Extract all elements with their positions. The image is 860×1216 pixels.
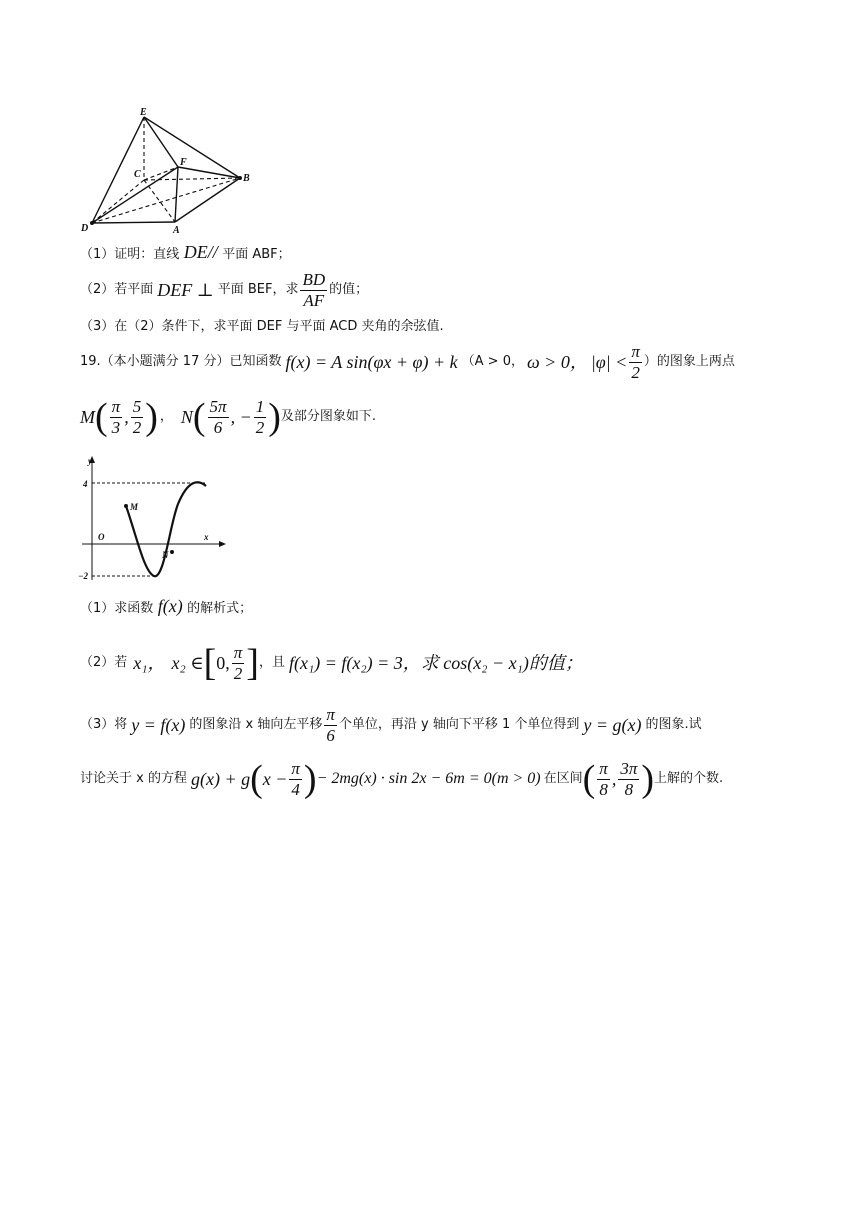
q19-p3-suffix: 的图象.试: [645, 717, 702, 732]
frac-den: 8: [599, 779, 608, 799]
q19-p2-mid: ，且: [258, 655, 285, 670]
frac-den: 2: [132, 417, 142, 437]
m-x-frac: [110, 397, 123, 438]
q18-p1-math: DE//: [183, 242, 218, 262]
frac-den: AF: [303, 290, 325, 310]
paren-open: (: [192, 396, 206, 438]
frac-num: π: [599, 758, 608, 778]
q19-p3-mid2: 个单位，再沿 y 轴向下平移 1 个单位得到: [338, 717, 580, 732]
inner-frac: [289, 759, 302, 800]
sine-graph: [78, 454, 228, 584]
q19-p3b-prefix: 讨论关于 x 的方程: [80, 771, 187, 786]
q19-p2-x1: x₁，: [133, 653, 166, 673]
q19-p3-y: y = f(x): [131, 715, 186, 735]
q18-p2-prefix: （2）若平面: [80, 282, 154, 297]
q19-p3-g: y = g(x): [583, 715, 642, 735]
m-y-frac: [131, 397, 144, 438]
curve: [126, 482, 206, 576]
q18-p2-mid: 平面 BEF，求: [217, 282, 299, 297]
frac-num: BD: [302, 269, 326, 289]
interval-b-frac: [618, 759, 639, 800]
q19-p1-suffix: 的解析式；: [187, 601, 253, 616]
q19-part3: [80, 702, 702, 748]
q19-p3-mid1: 的图象沿 x 轴向左平移: [189, 717, 323, 732]
tick-4: 4: [83, 479, 88, 489]
q19-intro-prefix: 19.（本小题满分 17 分）已知函数: [80, 354, 282, 369]
q19-p3b-inner: x −: [262, 769, 288, 789]
frac-num: π: [233, 642, 243, 662]
q19-p2-x2: x₂ ∈: [171, 653, 204, 673]
q19-p3-prefix: （3）将: [80, 717, 128, 732]
n-y-frac: [254, 397, 267, 438]
label-d: D: [81, 223, 89, 234]
frac-den: 2: [631, 362, 640, 382]
n-x-frac: [208, 397, 229, 438]
int-frac: [232, 643, 245, 684]
q19-p2-eq: f(x₁) = f(x₂) = 3，求 cos(x₂ − x₁)的值；: [288, 653, 583, 673]
label-c: C: [134, 169, 141, 180]
frac-den: 6: [213, 417, 223, 437]
axis-x-label: x: [204, 532, 209, 542]
label-a: A: [173, 225, 180, 235]
point-n: N: [162, 550, 169, 560]
fraction-bd-af: [300, 270, 327, 311]
q18-p1-prefix: （1）证明：直线: [80, 247, 180, 262]
point-n-label: N: [180, 407, 193, 427]
q19-p3b-mid: 在区间: [543, 771, 583, 786]
points-suffix: 及部分图象如下.: [280, 409, 377, 424]
frac-num: 3π: [620, 758, 638, 778]
q19-func: f(x) = A sin(φx + φ) + k: [285, 352, 458, 372]
frac-den: 6: [326, 725, 335, 745]
bracket-close: ]: [246, 642, 259, 684]
shift-frac: [324, 705, 337, 746]
bracket-open: [: [203, 642, 217, 684]
q19-intro: [80, 340, 735, 384]
point-m-label: M: [80, 407, 95, 427]
paren-close: ): [303, 758, 317, 800]
point-m: M: [130, 502, 139, 512]
q19-part3b: 讨论关于 x 的方程 g(x) + g ( x − $\frac{\pi}{4}$ ) − 2mg(x) · sin 2x − 6m = 0(m > 0) 在区间 ( $\frac{\pi}{8}$ , $\frac{3\pi}{8}$ ) 上解的个数.: [80, 758, 724, 800]
paren-close: ): [268, 396, 281, 438]
origin-label: O: [98, 532, 105, 542]
q18-p3: （3）在（2）条件下，求平面 DEF 与平面 ACD 夹角的余弦值.: [80, 319, 444, 334]
q19-p3b-eq1: g(x) + g: [190, 769, 251, 789]
paren-open: (: [582, 758, 596, 800]
frac-num: 5: [132, 396, 142, 416]
axis-y-label: y: [88, 456, 92, 466]
q19-points: M ( $\frac{\pi}{3}$ , $\frac{5}{2}$ ) ， N ( $\frac{5\pi}{6}$ , − $\frac{1}{2}$ ) 及部分图象如下.: [80, 396, 377, 438]
frac-den: 4: [291, 779, 300, 799]
q19-part2: [80, 640, 583, 686]
pyramid-figure: [78, 105, 258, 235]
paren-open: (: [95, 396, 108, 438]
tick-neg2: −2: [78, 571, 88, 581]
frac-num: π: [111, 396, 121, 416]
q18-p2-math: DEF ⊥: [157, 280, 214, 300]
q19-p1-func: f(x): [157, 596, 183, 616]
label-e: E: [140, 107, 147, 118]
q19-p3b-suffix: 上解的个数.: [654, 771, 724, 786]
paren-close: ): [641, 758, 655, 800]
q19-cond3: |φ| <: [590, 352, 628, 372]
q18-part1: [80, 242, 291, 265]
q19-part1: [80, 596, 252, 619]
frac-num: π: [631, 341, 640, 361]
interval-a-frac: [597, 759, 610, 800]
paren-close: ): [145, 396, 158, 438]
fraction-pi-2: [629, 342, 642, 383]
q19-intro-suffix: ）的图象上两点: [643, 354, 735, 369]
q19-p1-prefix: （1）求函数: [80, 601, 154, 616]
q19-cond1: （A > 0，: [461, 354, 524, 369]
frac-den: 2: [255, 417, 265, 437]
frac-den: 8: [624, 779, 634, 799]
frac-num: π: [291, 758, 300, 778]
paren-open: (: [250, 758, 263, 800]
q19-p2-prefix: （2）若: [80, 655, 128, 670]
q18-p1-suffix: 平面 ABF；: [222, 247, 291, 262]
frac-num: π: [326, 704, 335, 724]
q19-cond2: ω > 0，: [526, 352, 588, 372]
q18-part2: [80, 268, 368, 312]
q18-p2-suffix: 的值；: [329, 282, 369, 297]
label-b: B: [243, 173, 250, 184]
label-f: F: [180, 157, 187, 168]
frac-den: 3: [111, 417, 121, 437]
q19-p3b-eq2: − 2mg(x) · sin 2x − 6m = 0(m > 0): [316, 770, 541, 787]
frac-num: 1: [255, 396, 265, 416]
q19-p2-int-a: 0,: [216, 653, 230, 673]
q18-part3: [80, 316, 444, 337]
frac-num: 5π: [209, 396, 227, 416]
frac-den: 2: [233, 663, 243, 683]
